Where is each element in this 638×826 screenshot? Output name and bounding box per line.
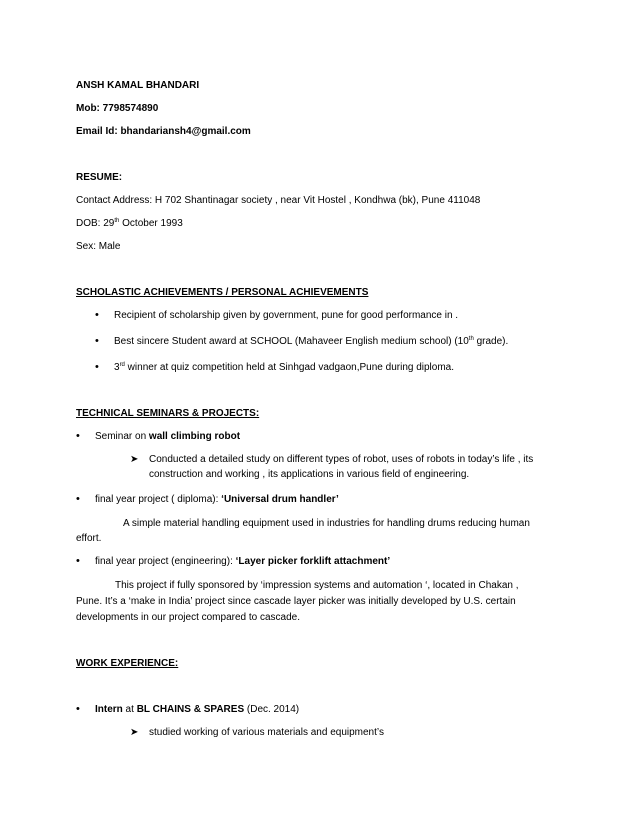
seminar-detail: Conducted a detailed study on different types of robot, uses of robots in today’s life , its [149, 454, 534, 465]
date-of-birth: DOB: 29th October 1993 [76, 218, 183, 229]
bullet-icon: • [95, 361, 99, 373]
seminar-item: Seminar on wall climbing robot [95, 431, 241, 442]
diploma-description: effort. [76, 533, 102, 544]
internship-detail: studied working of various materials and equipment’s [149, 727, 384, 738]
engineering-description: Pune. It’s a ‘make in India’ project since cascade layer picker was initially developed by U.S. certain [76, 596, 516, 607]
sex: Sex: Male [76, 241, 121, 252]
internship-item: Intern at BL CHAINS & SPARES (Dec. 2014) [95, 704, 300, 715]
engineering-description: This project if fully sponsored by ‘impression systems and automation ‘, located in Chakan , [115, 580, 519, 591]
mobile-number: Mob: 7798574890 [76, 103, 159, 114]
achievement-item: Best sincere Student award at SCHOOL (Mahaveer English medium school) (10th grade). [114, 336, 509, 347]
diploma-project: final year project ( diploma): ‘Universal drum handler’ [95, 494, 339, 505]
bullet-icon: • [95, 335, 99, 347]
bullet-icon: • [76, 555, 80, 567]
contact-address: Contact Address: H 702 Shantinagar society , near Vit Hostel , Kondhwa (bk), Pune 411048 [76, 195, 481, 206]
achievement-item: Recipient of scholarship given by government, pune for good performance in . [114, 310, 459, 321]
engineering-description: developments in our project compared to cascade. [76, 612, 301, 623]
scholastic-heading: SCHOLASTIC ACHIEVEMENTS / PERSONAL ACHIEVEMENTS [76, 287, 369, 298]
diploma-description: A simple material handling equipment used in industries for handling drums reducing human [123, 518, 530, 529]
engineering-project: final year project (engineering): ‘Layer picker forklift attachment’ [95, 556, 391, 567]
resume-heading: RESUME: [76, 172, 123, 183]
email-address: Email Id: bhandariansh4@gmail.com [76, 126, 251, 137]
seminar-detail: construction and working , its applications in various field of engineering. [149, 469, 470, 480]
bullet-icon: • [76, 493, 80, 505]
applicant-name: ANSH KAMAL BHANDARI [76, 80, 200, 91]
work-heading: WORK EXPERIENCE: [76, 658, 179, 669]
arrow-bullet-icon: ➤ [130, 454, 139, 465]
achievement-item: 3rd winner at quiz competition held at Sinhgad vadgaon,Pune during diploma. [114, 362, 455, 373]
bullet-icon: • [76, 703, 80, 715]
arrow-bullet-icon: ➤ [130, 727, 139, 738]
bullet-icon: • [95, 309, 99, 321]
technical-heading: TECHNICAL SEMINARS & PROJECTS: [76, 408, 260, 419]
bullet-icon: • [76, 430, 80, 442]
